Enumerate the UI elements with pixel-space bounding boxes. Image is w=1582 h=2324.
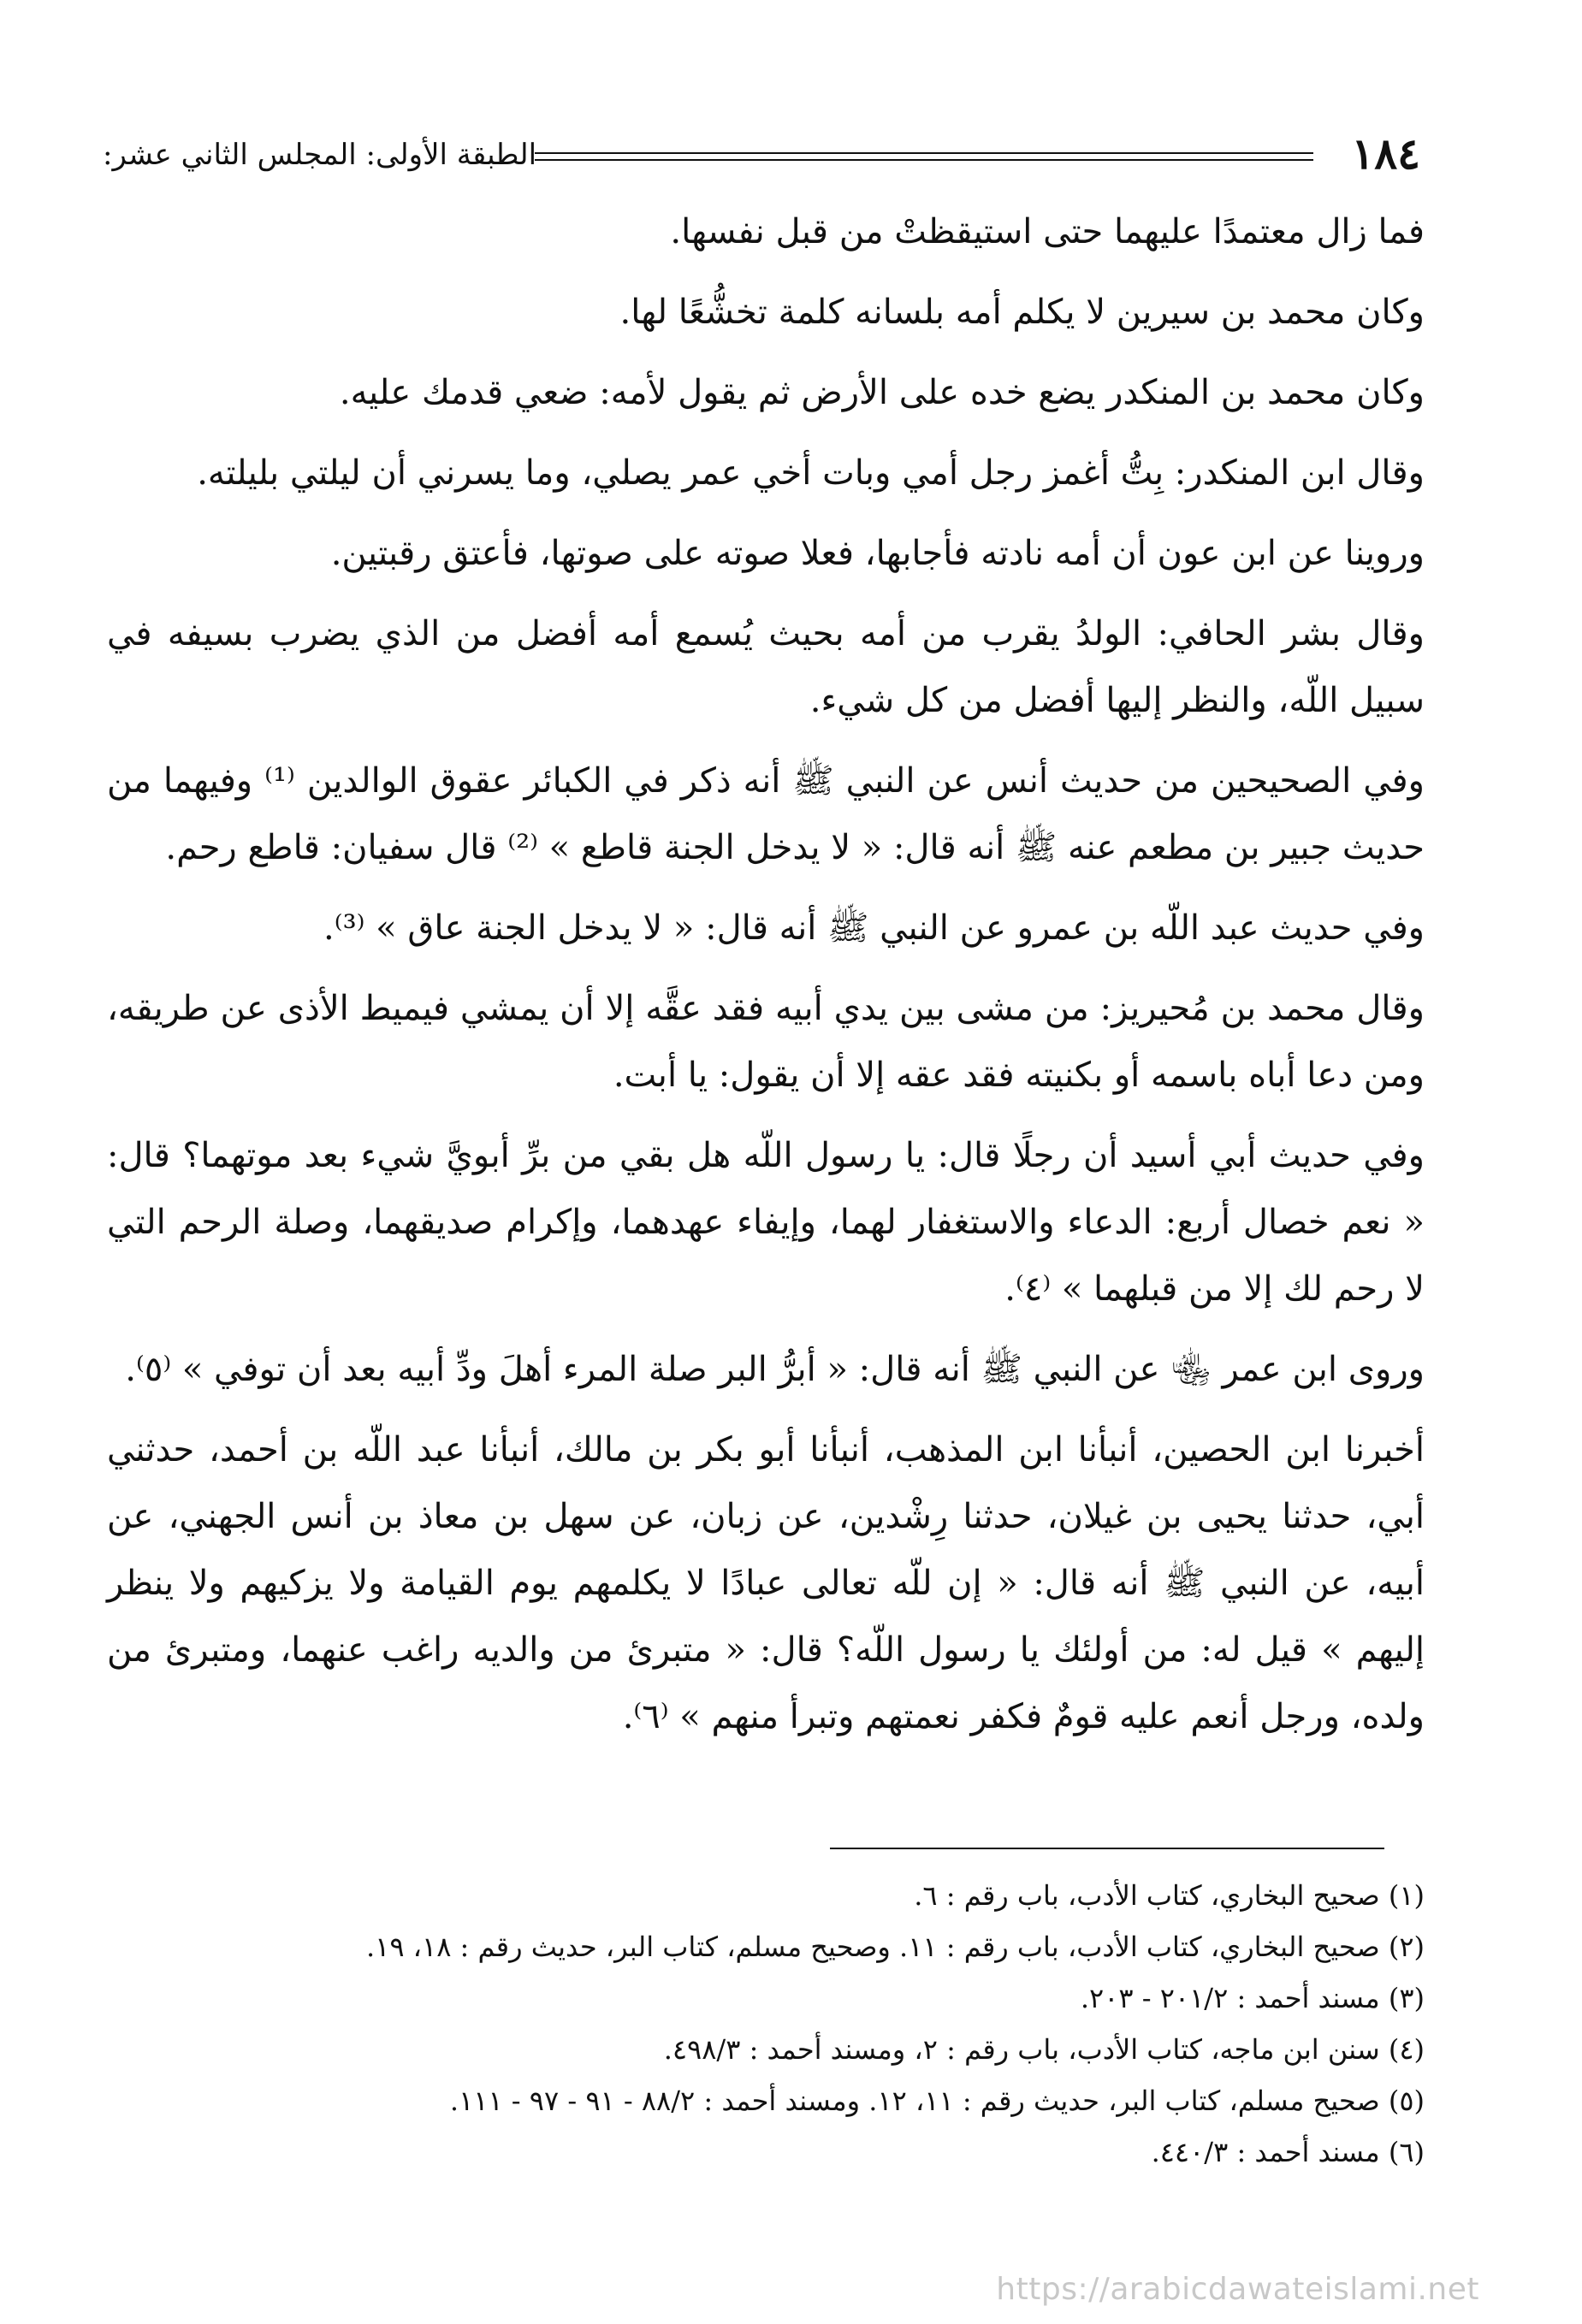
footnote: (٢) صحيح البخاري، كتاب الأدب، باب رقم : ١١. وصحيح مسلم، كتاب البر، حديث رقم : ١٨، ١٩.: [365, 1931, 1425, 1963]
page-number: ١٨٤: [1351, 128, 1420, 179]
paragraph: وقال ابن المنكدر: بِتُّ أغمز رجل أمي وبات أخي عمر يصلي، وما يسرني أن ليلتي بليلته.: [197, 453, 1425, 493]
footnote: (٥) صحيح مسلم، كتاب البر، حديث رقم : ١١، ١٢. ومسند أحمد : ٨٨/٢ - ٩١ - ٩٧ - ١١١.: [449, 2085, 1425, 2117]
paragraph: فما زال معتمدًا عليهما حتى استيقظتْ من قبل نفسها.: [670, 212, 1425, 251]
footnote-separator: [830, 1848, 1384, 1849]
footnote: (٦) مسند أحمد : ٤٤٠/٣.: [1151, 2136, 1425, 2168]
paragraph: وفي حديث عبد اللّه بن عمرو عن النبي ﷺ أنه قال: « لا يدخل الجنة عاق » ⁽³⁾.: [323, 908, 1425, 948]
footnote: (١) صحيح البخاري، كتاب الأدب، باب رقم : ٦.: [914, 1879, 1425, 1912]
header-double-rule: [535, 152, 1313, 161]
paragraph: وكان محمد بن المنكدر يضع خده على الأرض ثم يقول لأمه: ضعي قدمك عليه.: [339, 373, 1425, 412]
footnote: (٣) مسند أحمد : ٢٠١/٢ - ٢٠٣.: [1080, 1982, 1425, 2014]
paragraph: وقال بشر الحافي: الولدُ يقرب من أمه بحيث يُسمع أمه أفضل من الذي يضرب بسيفه في سبيل اللّه، والنظر إليها أفضل من كل شيء.: [107, 614, 1425, 720]
page-header: [103, 128, 1420, 188]
footnote: (٤) سنن ابن ماجه، كتاب الأدب، باب رقم : ٢، ومسند أحمد : ٤٩٨/٣.: [663, 2033, 1425, 2066]
paragraph: وفي حديث أبي أسيد أن رجلًا قال: يا رسول اللّه هل بقي من برِّ أبويَّ شيء بعد موتهما؟ قال: « نعم خصال أربع: الدعاء والاستغفار لهما، وإيفاء عهدهما، وإكرام صديقهما، وصلة الرحم التي لا رحم لك إلا من قبلهما » ⁽٤⁾.: [107, 1136, 1425, 1309]
watermark-url: https://arabicdawateislami.net: [996, 2272, 1479, 2307]
running-title: الطبقة الأولى: المجلس الثاني عشر:: [103, 138, 537, 172]
paragraph: وكان محمد بن سيرين لا يكلم أمه بلسانه كلمة تخشُّعًا لها.: [619, 293, 1425, 332]
main-text: [107, 198, 1425, 1764]
paragraph: وروى ابن عمر ﵄ عن النبي ﷺ أنه قال: « أبرُّ البر صلة المرء أهلَ ودِّ أبيه بعد أن توفي » ⁽٥⁾.: [125, 1350, 1425, 1389]
paragraph: أخبرنا ابن الحصين، أنبأنا ابن المذهب، أنبأنا أبو بكر بن مالك، أنبأنا عبد اللّه بن أحمد، حدثني أبي، حدثنا يحيى بن غيلان، حدثنا رِشْدين، عن زبان، عن سهل بن معاذ بن أنس الجهني، عن أبيه، عن النبي ﷺ أنه قال: « إن للّه تعالى عبادًا لا يكلمهم يوم القيامة ولا يزكيهم ولا ينظر إليهم » قيل له: من أولئك يا رسول اللّه؟ قال: « متبرئ من والديه راغب عنهما، ومتبرئ من ولده، ورجل أنعم عليه قومٌ فكفر نعمتهم وتبرأ منهم » ⁽٦⁾.: [107, 1430, 1425, 1736]
paragraph: وقال محمد بن مُحيريز: من مشى بين يدي أبيه فقد عقَّه إلا أن يمشي فيميط الأذى عن طريقه، ومن دعا أباه باسمه أو بكنيته فقد عقه إلا أن يقول: يا أبت.: [107, 989, 1425, 1095]
footnotes: [107, 1870, 1425, 2178]
paragraph: وروينا عن ابن عون أن أمه نادته فأجابها، فعلا صوته على صوتها، فأعتق رقبتين.: [330, 534, 1425, 573]
paragraph: وفي الصحيحين من حديث أنس عن النبي ﷺ أنه ذكر في الكبائر عقوق الوالدين ⁽¹⁾ وفيهما من حديث جبير بن مطعم عنه ﷺ أنه قال: « لا يدخل الجنة قاطع » ⁽²⁾ قال سفيان: قاطع رحم.: [107, 761, 1425, 867]
